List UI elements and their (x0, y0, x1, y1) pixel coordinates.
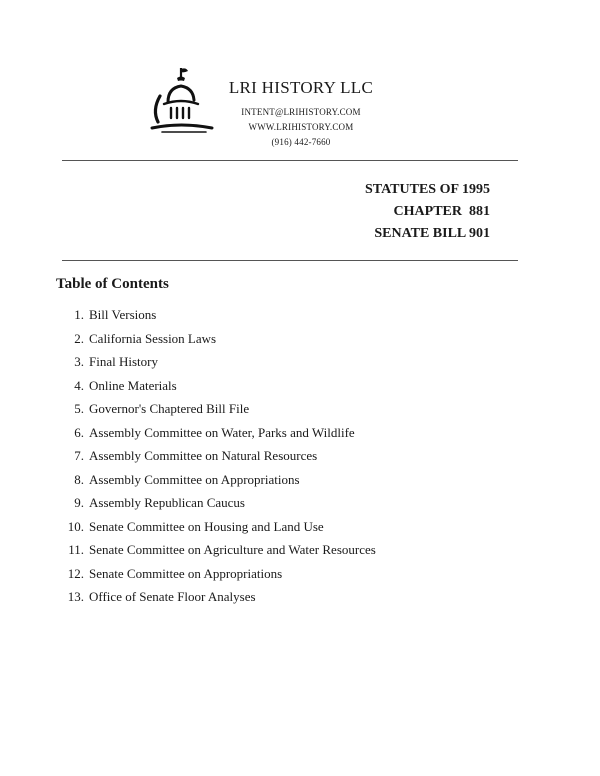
toc-item-label: Senate Committee on Appropriations (89, 565, 283, 581)
toc-item-number: 7. (74, 448, 84, 463)
toc-item-label: Bill Versions (89, 307, 157, 322)
toc-item-number: 10. (67, 518, 84, 534)
company-email: INTENT@LRIHISTORY.COM (241, 107, 361, 117)
toc-item (60, 542, 376, 566)
toc-list (60, 307, 376, 613)
toc-item-number: 12. (67, 565, 84, 581)
toc-item-number: 5. (74, 401, 84, 416)
company-website: WWW.LRIHISTORY.COM (248, 122, 354, 132)
toc-item-number: 11. (68, 542, 84, 557)
toc-item-label: Assembly Committee on Appropriations (89, 471, 300, 487)
toc-item (60, 401, 376, 425)
toc-item-number: 8. (74, 471, 84, 487)
header-divider (62, 160, 518, 161)
toc-item-label: Office of Senate Floor Analyses (89, 589, 256, 604)
toc-item (60, 354, 376, 378)
toc-item-label: Assembly Republican Caucus (89, 495, 245, 510)
toc-item-label: Final History (89, 354, 158, 369)
toc-item (60, 566, 376, 590)
toc-item (60, 425, 376, 449)
statute-year: STATUTES OF 1995 (365, 182, 490, 197)
company-name: LRI HISTORY LLC (228, 78, 374, 97)
toc-item-label: Assembly Committee on Water, Parks and Wildlife (89, 424, 355, 440)
toc-item-label: Senate Committee on Housing and Land Use (89, 518, 324, 534)
toc-item-label: Online Materials (89, 377, 177, 393)
toc-item (60, 589, 376, 613)
toc-item (60, 307, 376, 331)
toc-item (60, 495, 376, 519)
toc-item-number: 9. (74, 495, 84, 510)
toc-item-number: 2. (74, 330, 84, 346)
toc-item-number: 4. (74, 377, 84, 393)
toc-item (60, 378, 376, 402)
toc-item-number: 3. (74, 354, 84, 369)
toc-item-number: 1. (74, 307, 84, 322)
company-info (226, 78, 376, 147)
toc-item (60, 519, 376, 543)
toc-item-label: California Session Laws (89, 330, 217, 346)
capitol-dome-icon (146, 66, 214, 138)
toc-item-number: 6. (74, 424, 84, 440)
statute-divider (62, 260, 518, 261)
company-phone: (916) 442-7660 (271, 137, 331, 147)
toc-item (60, 448, 376, 472)
toc-item (60, 331, 376, 355)
statute-bill: SENATE BILL 901 (374, 226, 490, 241)
toc-item-label: Assembly Committee on Natural Resources (89, 448, 318, 463)
toc-item-label: Senate Committee on Agriculture and Water Resources (89, 542, 376, 557)
toc-item-label: Governor's Chaptered Bill File (89, 401, 250, 416)
statute-chapter: CHAPTER 881 (393, 204, 490, 219)
toc-item (60, 472, 376, 496)
toc-title: Table of Contents (56, 276, 169, 292)
toc-item-number: 13. (67, 589, 84, 604)
